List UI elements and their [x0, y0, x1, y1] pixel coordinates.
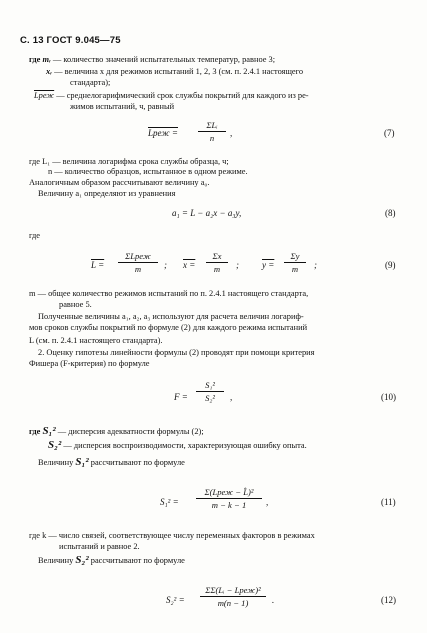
eq12-period: .	[272, 595, 275, 605]
def-m-cont: равное 5.	[59, 300, 92, 309]
eq9-y-denominator: m	[291, 264, 299, 274]
eq8-expression: a₁ = L − a₂x − a₃y,	[172, 208, 242, 218]
eq11-denominator: m − k − 1	[211, 500, 247, 510]
symbol-m-r: mᵣ	[42, 55, 51, 64]
def-x-r-row	[46, 67, 303, 77]
def-L: — среднелогарифмический срок службы покрытий для каждого из ре-	[56, 91, 309, 100]
eq9-x-fraction	[206, 251, 228, 274]
para-fisher-1: 2. Оценку гипотезы линейности формулы (2) проводят при помощи критерия	[38, 348, 315, 357]
eq9-y-fraction	[284, 251, 306, 274]
eq9-y-numerator: Σy	[290, 251, 300, 261]
eq9-sep-3: ;	[314, 260, 317, 270]
eq12-fraction	[200, 585, 266, 608]
fraction-bar	[198, 131, 226, 132]
fraction-bar	[118, 262, 158, 263]
text-S1-formula: Величину S₁² рассчитывают по формуле	[38, 456, 185, 468]
symbol-L-rezh: Lреж	[34, 91, 55, 100]
eq9-x-numerator: Σx	[212, 251, 222, 261]
fraction-bar	[284, 262, 306, 263]
para-coeffs-3: L (см. п. 2.4.1 настоящего стандарта).	[29, 336, 163, 345]
def-L-row	[34, 91, 309, 101]
symbol-S1-inline: S₁²	[75, 456, 89, 468]
def-S1: — дисперсия адекватности формулы (2);	[57, 427, 204, 436]
eq10-number: (10)	[381, 392, 396, 402]
def-m: m — общее количество режимов испытаний по п. 2.4.1 настоящего стандарта,	[29, 289, 309, 298]
eq8-number: (8)	[385, 208, 396, 218]
fraction-bar	[196, 391, 224, 392]
def-x-r: — величина x для режимов испытаний 1, 2, 3 (см. п. 2.4.1 настоящего	[54, 67, 304, 76]
para-fisher-2: Фишера (F-критерия) по формуле	[29, 359, 150, 368]
def-L1: где L₁ — величина логарифма срока службы образца, ч;	[29, 157, 229, 166]
text-a0: Аналогичным образом рассчитывают величину a₀.	[29, 178, 210, 187]
symbol-S2: S₂²	[48, 439, 62, 451]
eq9-L-denominator: m	[134, 264, 142, 274]
def-S2: — дисперсия воспроизводимости, характеризующая ошибку опыта.	[63, 441, 307, 450]
eq9-L-fraction	[118, 251, 158, 274]
def-L-cont: жимов испытаний, ч, равный	[70, 102, 175, 111]
text-S2-formula: Величину S₂² рассчитывают по формуле	[38, 554, 185, 566]
eq9-number: (9)	[385, 260, 396, 270]
eq7-number: (7)	[384, 128, 395, 138]
eq9-sep-1: ;	[164, 260, 167, 270]
eq7-lhs: Lреж =	[148, 128, 178, 138]
where-word-3: где	[29, 427, 41, 436]
def-S1-row	[29, 426, 204, 437]
eq11-number: (11)	[381, 497, 396, 507]
para-coeffs-1: Полученные величины a₁, a₂, a₃ используют для расчета величин логариф-	[38, 312, 304, 321]
eq7-fraction	[198, 120, 226, 143]
eq12-number: (12)	[381, 595, 396, 605]
eq10-numerator: S₁²	[205, 380, 215, 390]
fraction-bar	[206, 262, 228, 263]
where-word: где	[29, 55, 41, 64]
eq12-lhs: S₂² =	[166, 595, 185, 605]
eq9-y-lhs: y =	[262, 260, 275, 270]
def-n: n — количество образцов, испытанное в одном режиме.	[48, 167, 248, 176]
page-header: С. 13 ГОСТ 9.045—75	[20, 35, 121, 46]
eq10-lhs: F =	[174, 392, 188, 402]
def-k: где k — число связей, соответствующее числу переменных факторов в режимах	[29, 531, 315, 540]
eq12-numerator: ΣΣ(Lᵢ − Lреж)²	[205, 585, 261, 595]
symbol-x-r: xᵣ	[46, 67, 53, 76]
eq7-denominator: n	[209, 133, 215, 143]
eq10-denominator: S₂²	[205, 393, 215, 403]
def-x-r-cont: стандарта);	[70, 78, 111, 87]
where-word-2: где	[29, 231, 40, 240]
eq11-comma: ,	[266, 497, 269, 507]
eq12-denominator: m(n − 1)	[217, 598, 249, 608]
symbol-S2-inline: S₂²	[75, 554, 89, 566]
eq10-fraction	[196, 380, 224, 403]
eq11-fraction	[196, 487, 262, 510]
def-k-cont: испытаний и равное 2.	[59, 542, 140, 551]
label-where	[29, 55, 275, 65]
eq7-comma: ,	[230, 128, 233, 138]
def-m-r: — количество значений испытательных температур, равное 3;	[52, 55, 276, 64]
eq7-numerator: ΣLᵢ	[206, 120, 218, 130]
fraction-bar	[200, 596, 266, 597]
eq9-L-lhs: L =	[91, 260, 105, 270]
text-a1: Величину a₁ определяют из уравнения	[38, 189, 176, 198]
fraction-bar	[196, 498, 262, 499]
eq11-numerator: Σ(Lреж − L̂)²	[204, 487, 254, 497]
eq10-comma: ,	[230, 392, 233, 402]
para-coeffs-2: мов сроков службы покрытий по формуле (2) для каждого режима испытаний	[29, 323, 308, 332]
eq9-L-numerator: ΣLреж	[125, 251, 151, 261]
eq9-sep-2: ;	[236, 260, 239, 270]
eq11-lhs: S₁² =	[160, 497, 179, 507]
eq9-x-denominator: m	[213, 264, 221, 274]
def-S2-row	[48, 440, 307, 451]
eq9-x-lhs: x =	[183, 260, 196, 270]
symbol-S1: S₁²	[42, 425, 56, 437]
